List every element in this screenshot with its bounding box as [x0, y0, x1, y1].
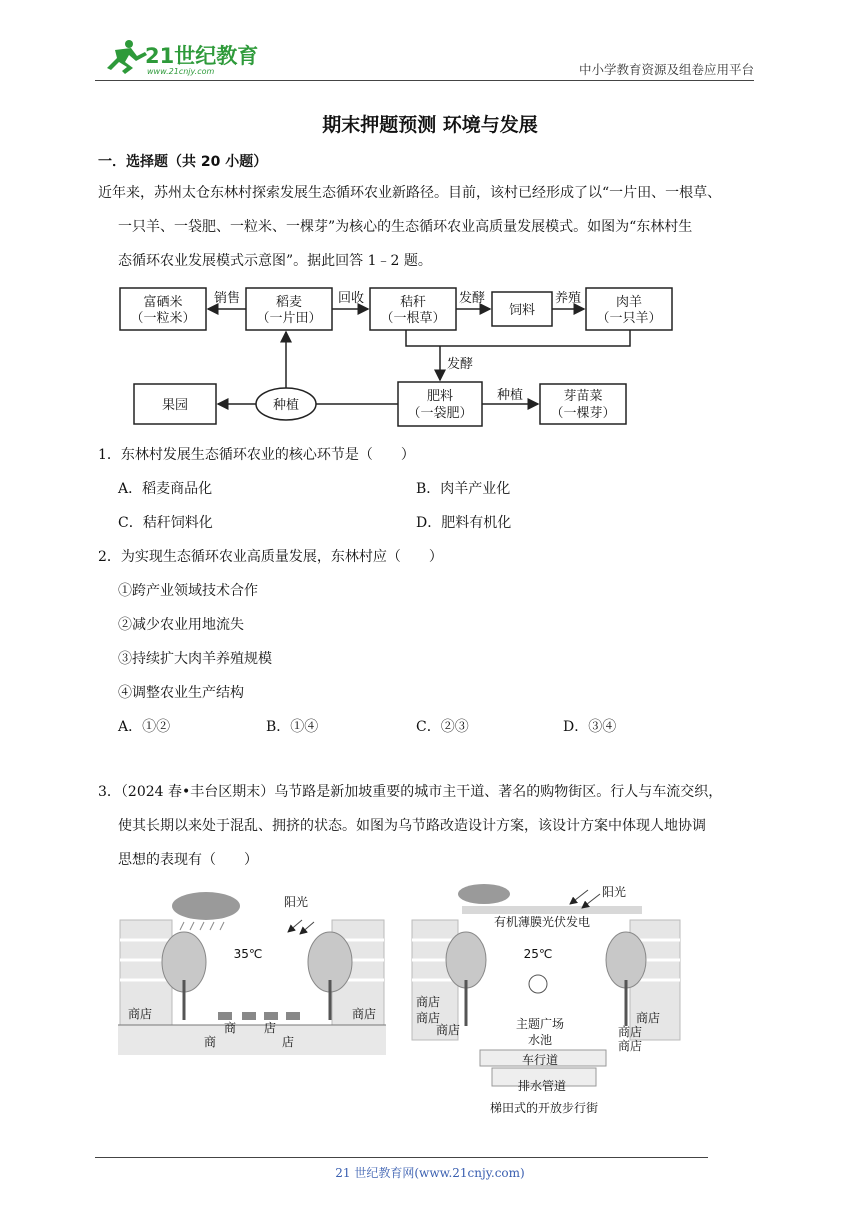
before-shop-m2: 店 — [263, 1021, 277, 1035]
after-drain-label: 排水管道 — [517, 1079, 567, 1093]
footer-link[interactable]: 21 世纪教育网(www.21cnjy.com) — [335, 1166, 525, 1180]
box-siliao-label: 饲料 — [508, 303, 536, 318]
q2-option-a[interactable]: A．①② — [118, 719, 171, 735]
intro-line: 一只羊、一袋肥、一粒米、一棵芽”为核心的生态循环农业高质量发展模式。如图为“东林村生 — [118, 219, 693, 235]
q1-option-c[interactable]: C．秸秆饲料化 — [118, 515, 213, 531]
after-pool-label: 水池 — [527, 1033, 553, 1047]
logo-text: 21世纪教育 — [145, 44, 259, 68]
arrow-plant-label: 种植 — [496, 388, 524, 403]
after-shop-label: 商店 — [415, 995, 441, 1009]
logo-icon — [95, 38, 260, 78]
eco-agriculture-diagram — [118, 282, 678, 432]
box-daomai-label: 稻麦 — [275, 295, 303, 310]
after-shop-label: 商店 — [435, 1023, 461, 1037]
intro-paragraph — [98, 176, 762, 278]
section-heading: 一．选择题（共 20 小题） — [98, 154, 268, 170]
arrow-recycle-label: 回收 — [337, 291, 365, 306]
q2-statement: ④调整农业生产结构 — [118, 685, 244, 701]
before-temp-label: 35℃ — [233, 947, 263, 961]
box-guoyuan-label: 果园 — [161, 398, 189, 413]
before-shop-m1: 商 — [223, 1021, 237, 1035]
after-shop-label: 商店 — [617, 1039, 643, 1053]
question-2-stem: 2．为实现生态循环农业高质量发展，东林村应（ ） — [98, 549, 443, 565]
box-feiliao-sub: （一袋肥） — [407, 406, 473, 421]
arrow-ferment-label: 发酵 — [458, 291, 486, 306]
before-shop-b1: 商 — [203, 1035, 217, 1049]
site-logo[interactable] — [95, 38, 260, 78]
intro-line: 态循环农业发展模式示意图”。据此回答 1﹣2 题。 — [118, 253, 432, 269]
question-1-stem: 1．东林村发展生态循环农业的核心环节是（ ） — [98, 447, 415, 463]
arrow-ferment2-label: 发酵 — [446, 357, 474, 372]
logo-url: www.21cnjy.com — [147, 67, 215, 76]
footer-divider — [95, 1157, 708, 1158]
box-feiliao-label: 肥料 — [426, 389, 454, 404]
page-title: 期末押题预测 环境与发展 — [322, 114, 538, 136]
q2-statement: ②减少农业用地流失 — [118, 617, 244, 633]
node-zhongzhi-label: 种植 — [272, 398, 300, 413]
orchard-road-diagram — [118, 880, 684, 1120]
q3-line: 使其长期以来处于混乱、拥挤的状态。如图为乌节路改造设计方案，该设计方案中体现人地协调 — [118, 818, 706, 834]
after-plaza-label: 主题广场 — [515, 1017, 565, 1031]
after-temp-label: 25℃ — [523, 947, 553, 961]
intro-line: 近年来，苏州太仓东林村探索发展生态循环农业新路径。目前，该村已经形成了以“一片田、一根草、 — [98, 185, 722, 201]
q2-option-b[interactable]: B．①④ — [266, 719, 319, 735]
q3-line: 3．（2024 春•丰台区期末）乌节路是新加坡重要的城市主干道、著名的购物街区。行人与车流交织， — [98, 784, 723, 800]
after-shop-label: 商店 — [415, 1011, 441, 1025]
after-shop-label: 商店 — [617, 1025, 643, 1039]
box-daomai-sub: （一片田） — [256, 311, 322, 326]
q2-option-d[interactable]: D．③④ — [563, 719, 617, 735]
box-jiegan-label: 秸秆 — [399, 295, 427, 310]
header-divider — [95, 80, 754, 81]
arrow-breed-label: 养殖 — [554, 291, 582, 306]
before-sun-label: 阳光 — [283, 895, 309, 909]
box-yamiao-label: 芽苗菜 — [563, 389, 603, 404]
after-road-label: 车行道 — [521, 1053, 559, 1067]
q1-option-a[interactable]: A．稻麦商品化 — [118, 481, 213, 497]
q1-option-b[interactable]: B．肉羊产业化 — [416, 481, 511, 497]
question-3-stem — [98, 775, 762, 877]
after-pv-label: 有机薄膜光伏发电 — [493, 915, 591, 929]
q3-line: 思想的表现有（ ） — [118, 852, 258, 868]
box-jiegan-sub: （一根草） — [380, 311, 446, 326]
header-platform-text: 中小学教育资源及组卷应用平台 — [578, 62, 754, 77]
before-shop-b2: 店 — [281, 1035, 295, 1049]
after-shop-label: 商店 — [635, 1011, 661, 1025]
q1-option-d[interactable]: D．肥料有机化 — [416, 515, 512, 531]
arrow-sell-label: 销售 — [213, 291, 241, 306]
box-yamiao-sub: （一棵芽） — [550, 406, 616, 421]
after-street-label: 梯田式的开放步行街 — [489, 1101, 599, 1115]
q2-statement: ①跨产业领域技术合作 — [118, 583, 258, 599]
box-fuxi-sub: （一粒米） — [130, 311, 196, 326]
box-rouyang-sub: （一只羊） — [596, 311, 662, 326]
before-shop-right: 商店 — [351, 1007, 377, 1021]
q2-statement: ③持续扩大肉羊养殖规模 — [118, 651, 272, 667]
q2-option-c[interactable]: C．②③ — [416, 719, 469, 735]
after-sun-label: 阳光 — [601, 885, 627, 899]
box-rouyang-label: 肉羊 — [615, 295, 643, 310]
before-shop-left: 商店 — [127, 1007, 153, 1021]
box-fuxi-label: 富硒米 — [143, 295, 183, 310]
